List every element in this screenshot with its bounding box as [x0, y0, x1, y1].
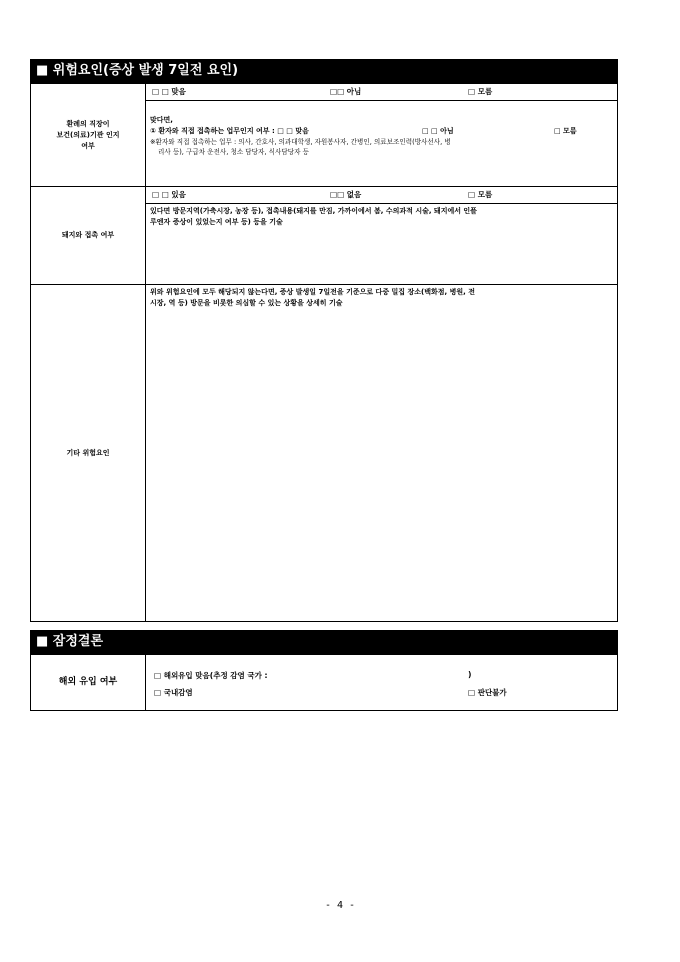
- job-label-line-3: 여부: [81, 141, 95, 150]
- pig-row: [31, 187, 618, 285]
- option-overseas[interactable]: □ 해외유입 맞음(추정 감염 국가 :: [154, 671, 268, 680]
- pig-option-yes[interactable]: □ □ 있음: [152, 190, 186, 199]
- import-label: 해외 유입 여부: [31, 655, 146, 711]
- import-options: [146, 655, 617, 707]
- job-content: [146, 84, 618, 187]
- pig-description[interactable]: [146, 204, 617, 230]
- pig-option-unknown[interactable]: □ 모름: [468, 190, 493, 199]
- option-undetermined[interactable]: □ 판단불가: [468, 688, 507, 697]
- pig-desc-line-1: 있다면 방문지역(가축시장, 농장 등), 접촉내용(돼지를 만짐, 가까이에서 봄, 수의과적 시술, 돼지에서 인플: [150, 207, 477, 215]
- conclusion-table: [30, 654, 618, 711]
- job-option-no[interactable]: □□ 아님: [330, 87, 362, 96]
- job-question[interactable]: ① 환자와 직접 접촉하는 업무인지 여부 : □ □ 맞음: [150, 127, 309, 135]
- pig-options: [146, 187, 617, 204]
- overseas-close-paren: ): [468, 670, 472, 679]
- option-domestic[interactable]: □ 국내감염: [154, 688, 193, 697]
- page-number: - 4 -: [324, 900, 356, 911]
- job-label-line-2: 보건(의료)기관 인지: [56, 130, 120, 139]
- other-desc-line-1: 위와 위험요인에 모두 해당되지 않는다면, 증상 발생일 7일전을 기준으로 다중 밀집 장소(백화점, 병원, 전: [150, 288, 475, 296]
- pig-option-no[interactable]: □□ 없음: [330, 190, 362, 199]
- job-option-unknown[interactable]: □ 모름: [468, 87, 493, 96]
- job-if-yes: 맞다면,: [150, 116, 173, 124]
- job-label: [31, 84, 146, 187]
- pig-content: [146, 187, 618, 285]
- pig-desc-line-2: 루엔자 증상이 있었는지 여부 등) 등을 기술: [150, 218, 283, 226]
- other-content: [146, 285, 618, 622]
- job-detail: [146, 101, 617, 159]
- import-row: [31, 655, 618, 711]
- other-label: 기타 위험요인: [31, 285, 146, 622]
- risk-section-header: ■ 위험요인(증상 발생 7일전 요인): [30, 59, 618, 83]
- job-label-line-1: 환례의 직장이: [66, 119, 110, 128]
- job-q-option-no[interactable]: □ □ 아님: [422, 127, 454, 135]
- job-note-line-2: 리사 등), 구급차 운전사, 청소 담당자, 식사담당자 등: [158, 148, 309, 156]
- job-note-line-1: ※환자와 직접 접촉하는 업무 : 의사, 간호사, 의과대학생, 자원봉사자, 간병인, 의료보조인력(방사선사, 병: [150, 138, 451, 146]
- job-option-yes[interactable]: □ □ 맞음: [152, 87, 186, 96]
- other-description[interactable]: [146, 285, 617, 311]
- job-row: [31, 84, 618, 187]
- job-question-row: [150, 126, 613, 137]
- job-q-option-unknown[interactable]: □ 모름: [554, 127, 577, 135]
- risk-factor-table: [30, 83, 618, 622]
- other-desc-line-2: 시장, 역 등) 방문을 비롯한 의심할 수 있는 상황을 상세히 기술: [150, 299, 343, 307]
- import-content: [146, 655, 618, 711]
- pig-label: 돼지와 접촉 여부: [31, 187, 146, 285]
- conclusion-section-header: ■ 잠정결론: [30, 630, 618, 654]
- job-options: [146, 84, 617, 101]
- other-row: [31, 285, 618, 622]
